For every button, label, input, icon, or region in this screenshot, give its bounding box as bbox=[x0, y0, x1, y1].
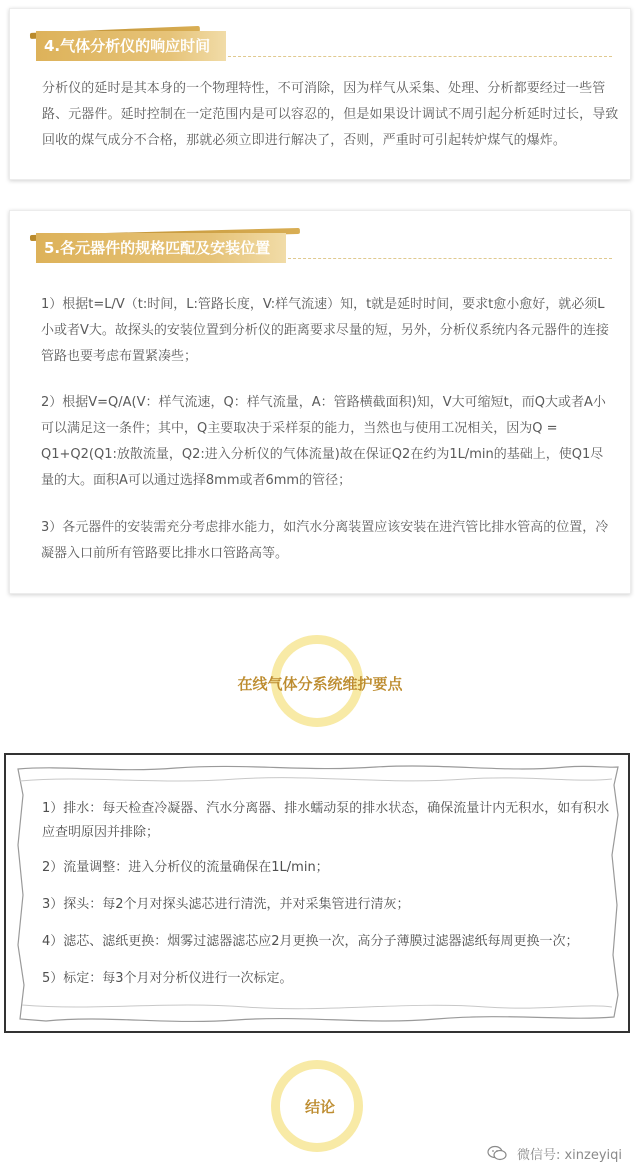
section-title: 5.各元器件的规格匹配及安装位置 bbox=[36, 233, 286, 263]
section-body: 分析仪的延时是其本身的一个物理特性，不可消除，因为样气从采集、处理、分析都要经过一些管路、元器件。延时控制在一定范围内是可以容忍的，但是如果设计调试不周引起分析延时过长，导致回收的煤气成分不合格，那就必须立即进行解决了，否则，严重时可引起转炉煤气的爆炸。 bbox=[42, 81, 619, 148]
component-point-3: 3）各元器件的安装需充分考虑排水能力，如汽水分离装置应该安装在进汽管比排水管高的位置，冷凝器入口前所有管路要比排水口管路高等。 bbox=[41, 520, 609, 561]
maintenance-item: 4）滤芯、滤纸更换：烟雾过滤器滤芯应2月更换一次，高分子薄膜过滤器滤纸每周更换一次； bbox=[42, 934, 579, 949]
component-point-2: 2）根据V=Q/A(V：样气流速，Q：样气流量，A：管路横截面积)知，V大可缩短t，而Q大或者A小可以满足这一条件；其中，Q主要取决于采样泵的能力，当然也与使用工况相关，因为Q = Q1+Q2(Q1:放散流量，Q2:进入分析仪的气体流量)故在保证Q2在约为1L/min的基础上，使Q1尽量的大。面积A可以通过选择8mm或者6mm的管径； bbox=[41, 395, 606, 488]
maintenance-item: 1）排水：每天检查冷凝器、汽水分离器、排水蠕动泵的排水状态，确保流量计内无积水，如有积水应查明原因并排除； bbox=[42, 801, 610, 840]
title-dashed-line bbox=[228, 56, 612, 57]
section-card-response-time bbox=[9, 8, 631, 180]
maintenance-item: 2）流量调整：进入分析仪的流量确保在1L/min； bbox=[42, 860, 329, 875]
maintenance-item: 3）探头：每2个月对探头滤芯进行清洗，并对采集管进行清灰； bbox=[42, 897, 410, 912]
wechat-id-text: 微信号: xinzeyiqi bbox=[516, 1147, 622, 1163]
section-title: 4.气体分析仪的响应时间 bbox=[36, 31, 226, 61]
title-dashed-line bbox=[288, 258, 612, 259]
component-point-1: 1）根据t=L/V（t:时间，L:管路长度，V:样气流速）知，t就是延时时间，要求t愈小愈好，就必须L小或者V大。故探头的安装位置到分析仪的距离要求尽量的短，另外，分析仪系统内各元器件的连接管路也要考虑布置紧凑些； bbox=[41, 297, 609, 364]
maintenance-heading: 在线气体分系统维护要点 bbox=[237, 675, 403, 693]
wechat-watermark bbox=[487, 1144, 622, 1166]
conclusion-heading: 结论 bbox=[304, 1098, 335, 1116]
maintenance-item: 5）标定：每3个月对分析仪进行一次标定。 bbox=[42, 971, 293, 986]
wechat-icon bbox=[487, 1145, 507, 1165]
